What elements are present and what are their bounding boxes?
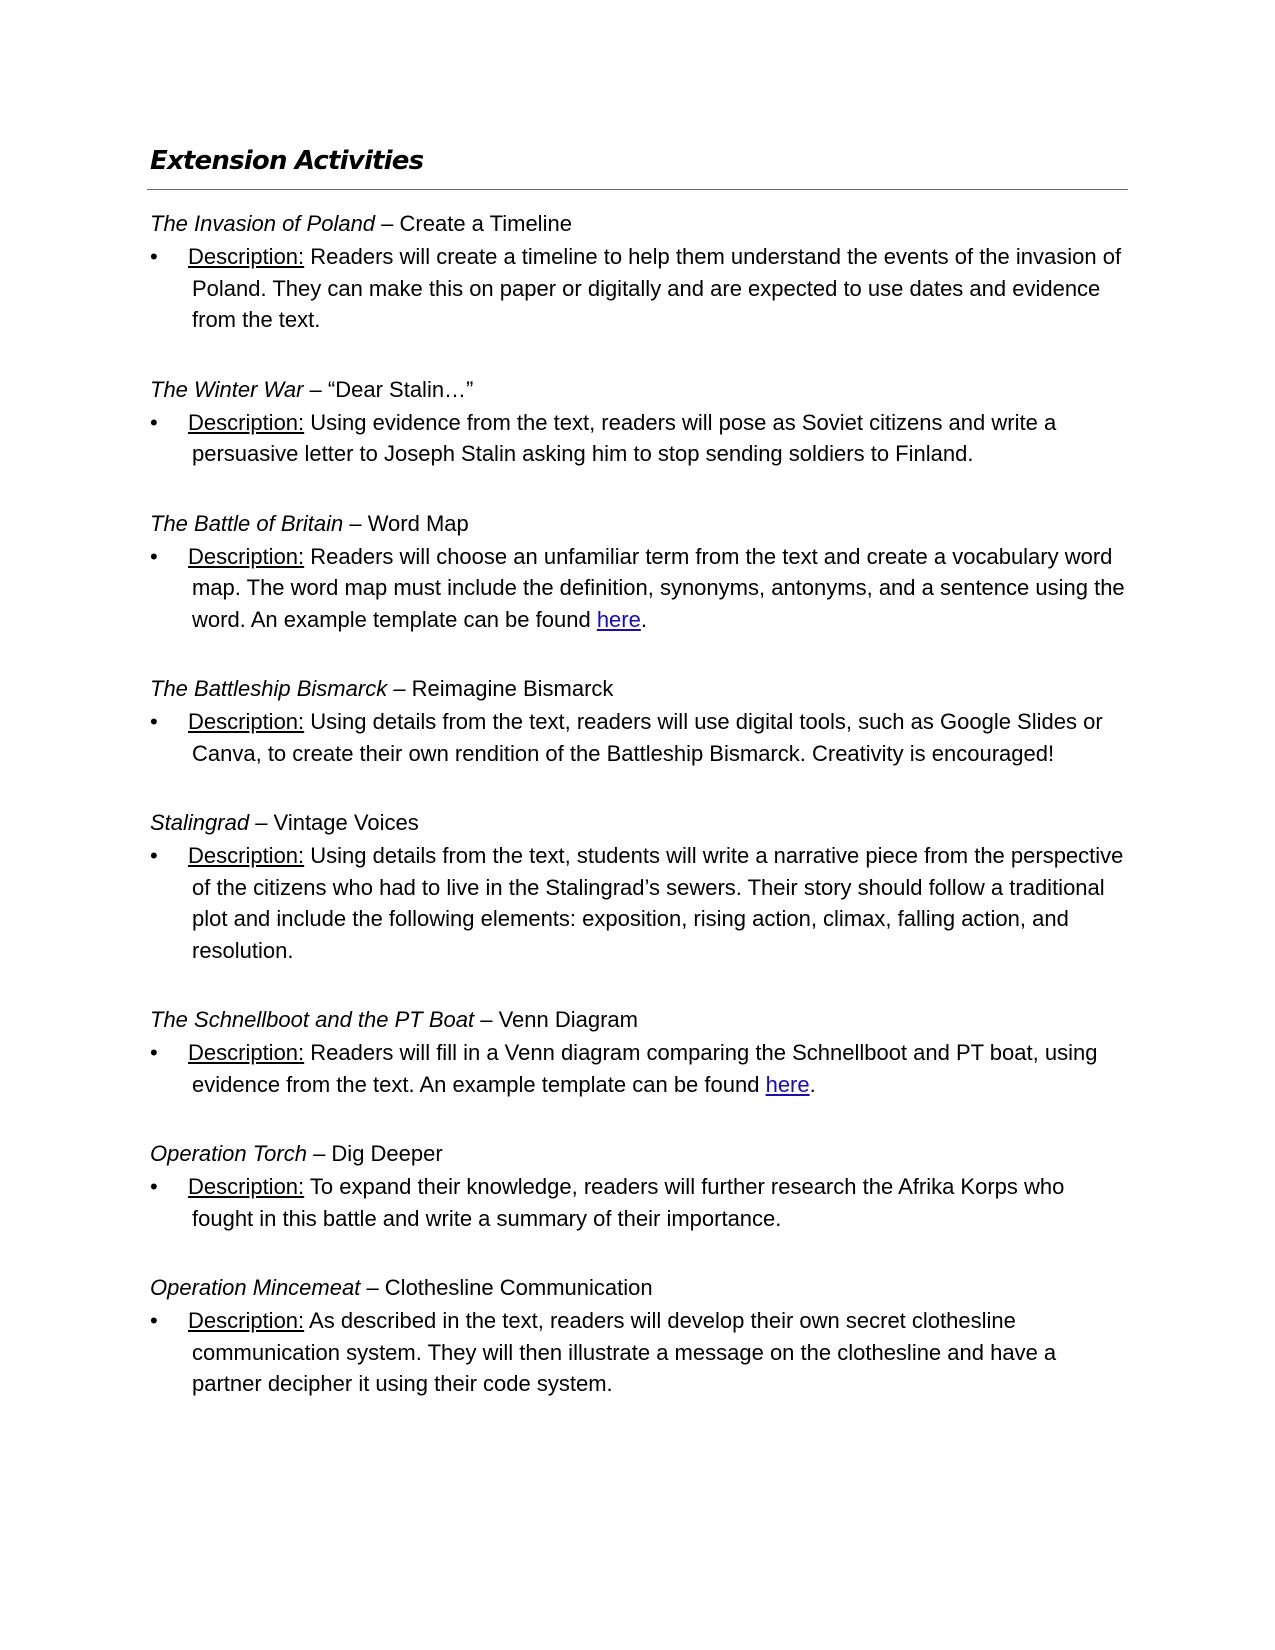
title-separator: – (387, 676, 412, 701)
activity-title (150, 1004, 1130, 1035)
title-separator: – (303, 376, 328, 402)
bullet-icon: • (150, 709, 158, 734)
description-body: Using details from the text, readers will use digital tools, such as Google Slides or Canva, to create their own rendition of the Battleship Bismarck. Creativity is encouraged! (192, 709, 1103, 766)
activity-name: Dig Deeper (331, 1141, 443, 1166)
description-text (188, 706, 1130, 769)
description-body: Using evidence from the text, readers will pose as Soviet citizens and write a persuasive letter to Joseph Stalin asking him to stop sending soldiers to Finland. (192, 409, 1057, 466)
activity-item (150, 1272, 1130, 1400)
description-bullet (150, 541, 1130, 636)
description-text (188, 1305, 1130, 1400)
activity-item (150, 1138, 1130, 1234)
description-body: Readers will fill in a Venn diagram comparing the Schnellboot and PT boat, using evidence from the text. An example template can be found (192, 1040, 1098, 1097)
description-label: Description: (188, 1174, 305, 1199)
description-bullet (150, 407, 1130, 470)
description-label: Description: (188, 244, 305, 269)
activity-topic: Operation Mincemeat (150, 1275, 361, 1300)
title-separator: – (343, 510, 368, 536)
description-bullet (150, 241, 1130, 336)
description-label: Description: (188, 409, 305, 435)
description-text (188, 840, 1130, 966)
activity-item (150, 1004, 1130, 1100)
description-body: Readers will create a timeline to help them understand the events of the invasion of Poland. They can make this on paper or digitally and are expected to use dates and evidence from the text. (192, 244, 1122, 332)
activity-title (150, 1272, 1130, 1303)
activity-title (150, 208, 1130, 239)
description-body: To expand their knowledge, readers will further research the Afrika Korps who fought in this battle and write a summary of their importance. (192, 1174, 1065, 1231)
activity-topic: The Battle of Britain (150, 510, 344, 536)
description-body: As described in the text, readers will develop their own secret clothesline communication system. They will then illustrate a message on the clothesline and have a partner decipher it using their code system. (192, 1308, 1057, 1396)
template-link[interactable]: here (765, 1071, 810, 1097)
activity-title (150, 807, 1130, 838)
bullet-icon: • (150, 843, 158, 868)
description-bullet (150, 1037, 1130, 1100)
bullet-icon: • (150, 1174, 158, 1199)
description-body: Readers will choose an unfamiliar term from the text and create a vocabulary word map. The word map must include the definition, synonyms, antonyms, and a sentence using the word. An example template can be found (192, 543, 1125, 632)
activity-title (150, 673, 1130, 704)
description-bullet (150, 1305, 1130, 1400)
activity-topic: The Invasion of Poland (150, 211, 376, 236)
description-bullet (150, 706, 1130, 769)
title-separator: – (360, 1275, 385, 1300)
activity-item (150, 673, 1130, 769)
activity-name: Clothesline Communication (384, 1275, 653, 1300)
title-separator: – (474, 1007, 499, 1032)
description-bullet (150, 1171, 1130, 1234)
activity-title (150, 508, 1130, 539)
activity-topic: The Battleship Bismarck (150, 676, 388, 701)
description-text (188, 541, 1130, 636)
description-text (188, 241, 1130, 336)
template-link[interactable]: here (596, 606, 641, 632)
description-label: Description: (188, 709, 305, 734)
description-text (188, 1037, 1130, 1100)
description-body: Using details from the text, students will write a narrative piece from the perspective of the citizens who had to live in the Stalingrad’s sewers. Their story should follow a traditional plot and include the following elements: exposition, rising action, climax, falling action, and resolution. (192, 843, 1124, 963)
activity-topic: Stalingrad (150, 810, 250, 835)
description-label: Description: (188, 1040, 305, 1065)
description-end: . (640, 606, 647, 632)
description-text (188, 1171, 1130, 1234)
activity-item (150, 508, 1130, 636)
activity-title (150, 374, 1130, 405)
description-label: Description: (188, 1308, 305, 1333)
heading-divider (147, 189, 1128, 190)
bullet-icon: • (150, 1040, 158, 1065)
title-separator: – (249, 810, 274, 835)
title-separator: – (375, 211, 400, 236)
description-end: . (809, 1071, 816, 1097)
activity-name: Word Map (367, 510, 469, 536)
activity-title (150, 1138, 1130, 1169)
bullet-icon: • (150, 1308, 158, 1333)
activity-item (150, 374, 1130, 470)
activity-name: “Dear Stalin…” (327, 376, 474, 402)
activity-name: Create a Timeline (399, 211, 572, 236)
activity-topic: Operation Torch (150, 1141, 307, 1166)
activity-item (150, 807, 1130, 966)
description-label: Description: (188, 543, 305, 569)
activity-list (150, 208, 1130, 1438)
activity-name: Vintage Voices (273, 810, 419, 835)
description-text (188, 407, 1130, 470)
title-separator: – (306, 1141, 332, 1166)
activity-name: Reimagine Bismarck (411, 676, 614, 701)
bullet-icon: • (150, 244, 158, 269)
activity-name: Venn Diagram (498, 1007, 638, 1032)
description-bullet (150, 840, 1130, 966)
activity-topic: The Winter War (150, 376, 304, 402)
activity-topic: The Schnellboot and the PT Boat (150, 1007, 475, 1032)
bullet-icon: • (150, 409, 158, 435)
description-label: Description: (188, 843, 305, 868)
section-heading: Extension Activities (150, 146, 424, 176)
activity-item (150, 208, 1130, 336)
bullet-icon: • (150, 543, 158, 569)
